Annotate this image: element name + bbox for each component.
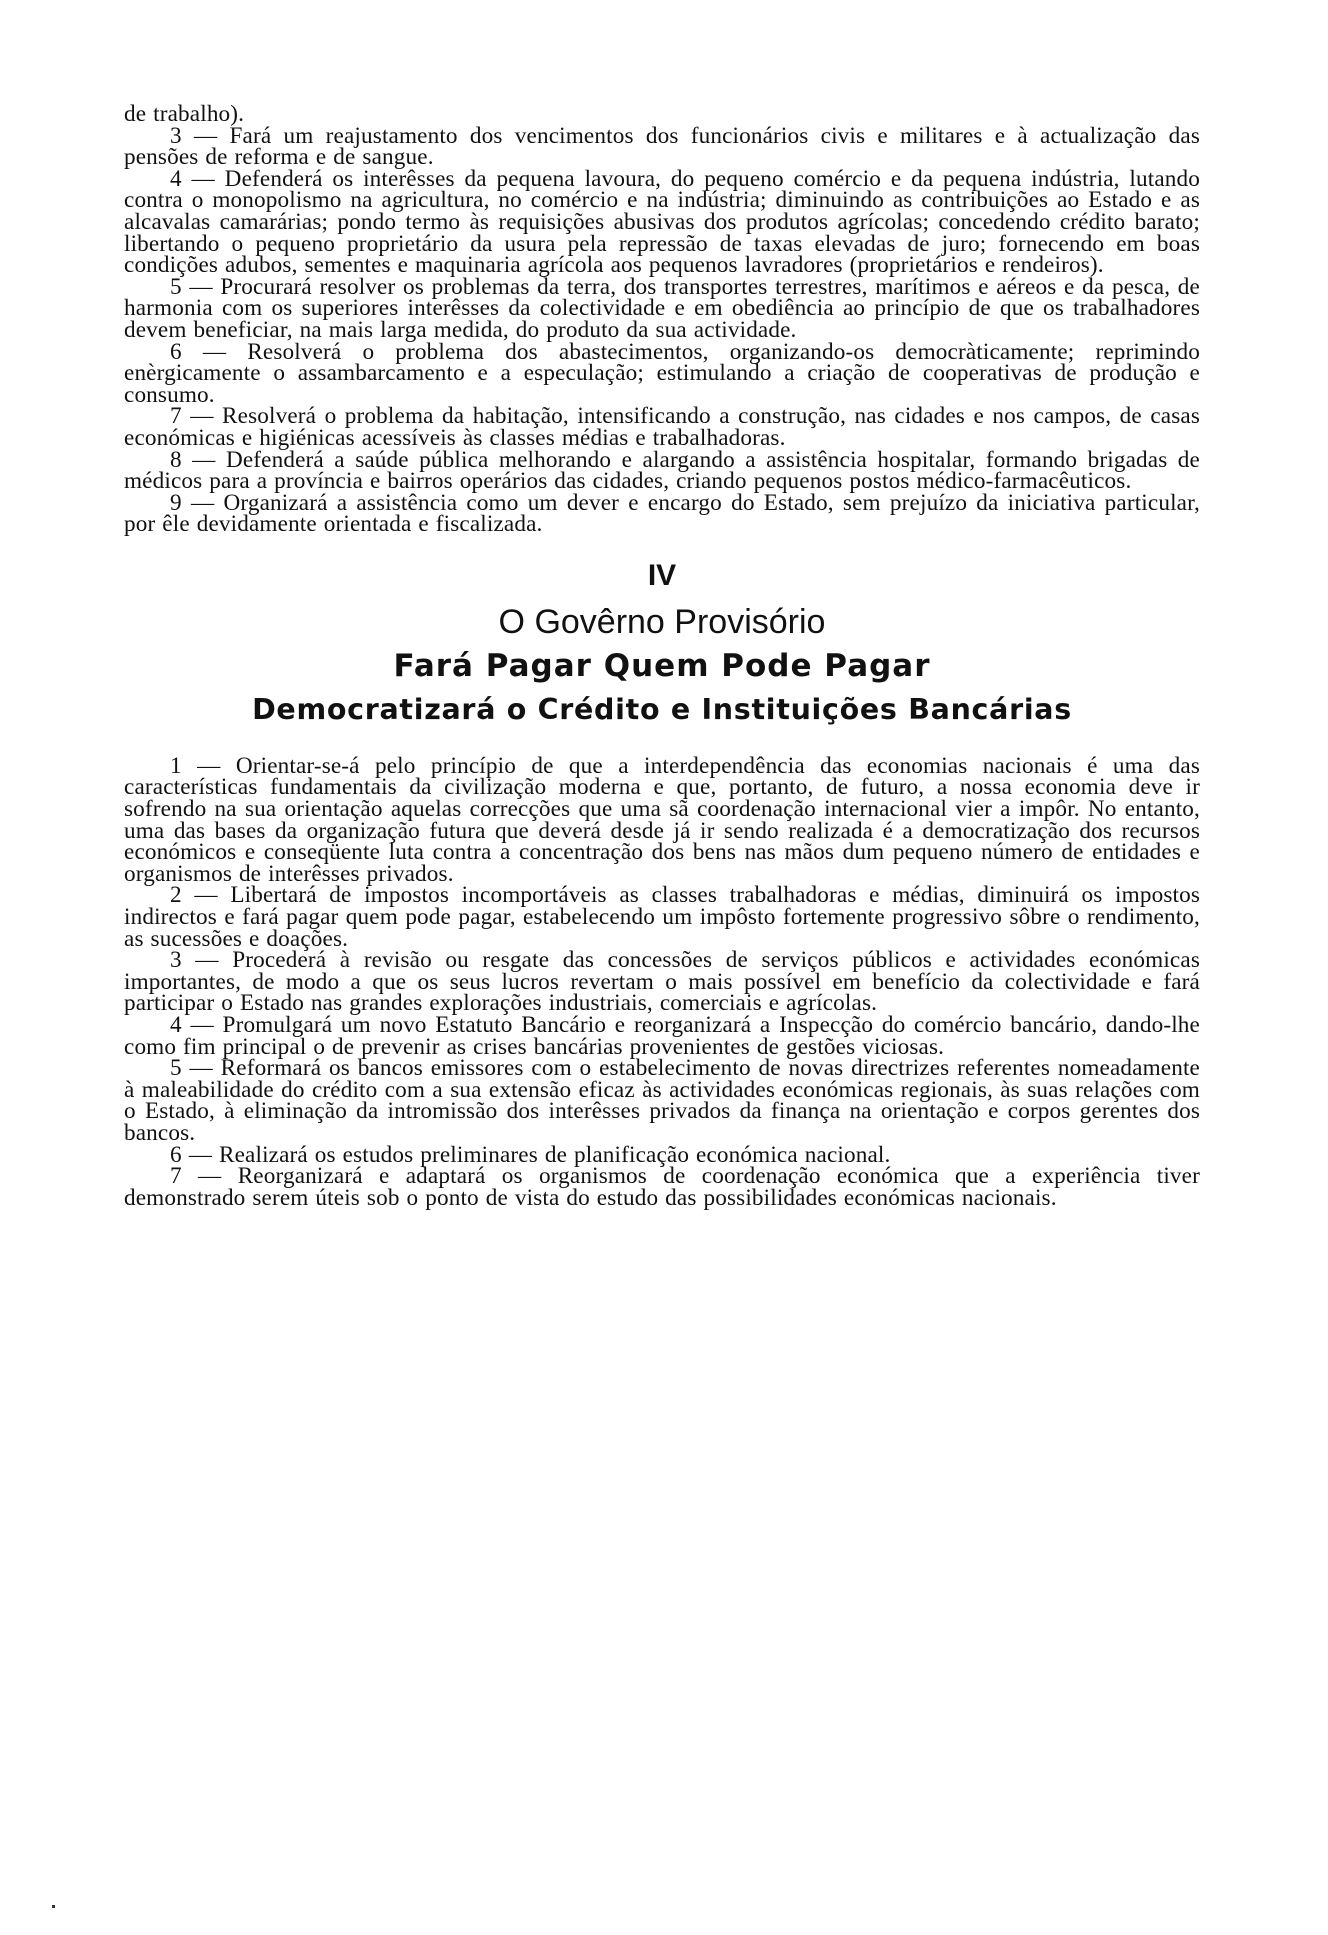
section-paragraph-1: 1 — Orientar-se-á pelo princípio de que a interdependência das economias nacionais é uma das características fundamentais da civilização moderna e que, portanto, de futuro, a nossa economia deve ir sofrendo na sua orientação aquelas correcções que uma sã coordenação internacional vier a impôr. No entanto, uma das bases da organização futura que deverá desde já ir sendo realizada é a democratização dos recursos económicos e conseqüente luta contra a concentração dos bens nas mãos dum pequeno número de entidades e organismos de interêsses privados. <box>124 752 1200 887</box>
section-paragraph-7: 7 — Reorganizará e adaptará os organismos de coordenação económica que a experiência tiver demonstrado serem úteis sob o ponto de vista do estudo das possibilidades económicas nacionais. <box>124 1163 1200 1211</box>
section-paragraph-3: 3 — Procederá à revisão ou resgate das concessões de serviços públicos e actividades económicas importantes, de modo a que os seus lucros revertam o mais possível em benefício da colectividade e fará participar o Estado nas grandes explorações industriais, comerciais e agrícolas. <box>124 947 1200 1017</box>
section-numeral: IV <box>647 558 677 592</box>
section-title: O Govêrno Provisório <box>498 602 826 641</box>
intro-paragraph-8: 8 — Defenderá a saúde pública melhorando e alargando a assistência hospitalar, formando brigadas de médicos para a província e bairros operários das cidades, criando pequenos postos médico-farmacêuticos. <box>124 446 1200 495</box>
intro-paragraph-6: 6 — Resolverá o problema dos abastecimentos, organizando-os democràticamente; reprimindo enèrgicamente o assambarcamento e a especulação; estimulando a criação de cooperativas de produção e consumo. <box>124 338 1200 408</box>
document-page <box>124 101 1200 1211</box>
section-paragraph-5: 5 — Reformará os bancos emissores com o estabelecimento de novas directrizes referentes nomeadamente à maleabilidade do crédito com a sua extensão eficaz às actividades económicas regionais, às suas relações com o Estado, à eliminação da intromissão dos interêsses privados da finança na orientação e corpos gerentes dos bancos. <box>124 1055 1200 1146</box>
intro-paragraph-5: 5 — Procurará resolver os problemas da terra, dos transportes terrestres, marítimos e aéreos e da pesca, de harmonia com os superiores interêsses da colectividade e em obediência ao princípio de que os trabalhadores devem beneficiar, na mais larga medida, do produto da sua actividade. <box>124 273 1200 343</box>
intro-paragraph-4: 4 — Defenderá os interêsses da pequena lavoura, do pequeno comércio e da pequena indústria, lutando contra o monopolismo na agricultura, no comércio e na indústria; diminuindo as contribuições ao Estado e as alcavalas camarárias; pondo termo às requisições abusivas dos produtos agrícolas; concedendo crédito barato; libertando o pequeno proprietário da usura pela repressão de taxas elevadas de juro; fornecendo em boas condições adubos, sementes e maquinaria agrícola aos pequenos lavradores (proprietários e rendeiros). <box>124 165 1200 279</box>
intro-paragraph-7: 7 — Resolverá o problema da habitação, intensificando a construção, nas cidades e nos campos, de casas económicas e higiénicas acessíveis às classes médias e trabalhadoras. <box>124 403 1200 451</box>
section-heading-secondary: Democratizará o Crédito e Instituições Bancárias <box>252 692 1072 726</box>
print-speck <box>52 1905 55 1908</box>
section-paragraph-6: 6 — Realizará os estudos preliminares de planificação económica nacional. <box>170 1141 891 1168</box>
section-heading-primary: Fará Pagar Quem Pode Pagar <box>393 647 931 684</box>
intro-paragraph-3: 3 — Fará um reajustamento dos vencimentos dos funcionários civis e militares e à actualização das pensões de reforma e de sangue. <box>124 122 1200 171</box>
section-paragraph-4: 4 — Promulgará um novo Estatuto Bancário e reorganizará a Inspecção do comércio bancário, dando-lhe como fim principal o de prevenir as crises bancárias provenientes de gestões viciosas. <box>124 1012 1200 1060</box>
intro-paragraph-0: de trabalho). <box>124 101 245 127</box>
intro-paragraph-9: 9 — Organizará a assistência como um dever e encargo do Estado, sem prejuízo da iniciativa particular, por êle devidamente orientada e fiscalizada. <box>124 489 1200 538</box>
section-paragraph-2: 2 — Libertará de impostos incomportáveis as classes trabalhadoras e médias, diminuirá os impostos indirectos e fará pagar quem pode pagar, estabelecendo um impôsto fortemente progressivo sôbre o rendimento, as sucessões e doações. <box>124 882 1200 952</box>
